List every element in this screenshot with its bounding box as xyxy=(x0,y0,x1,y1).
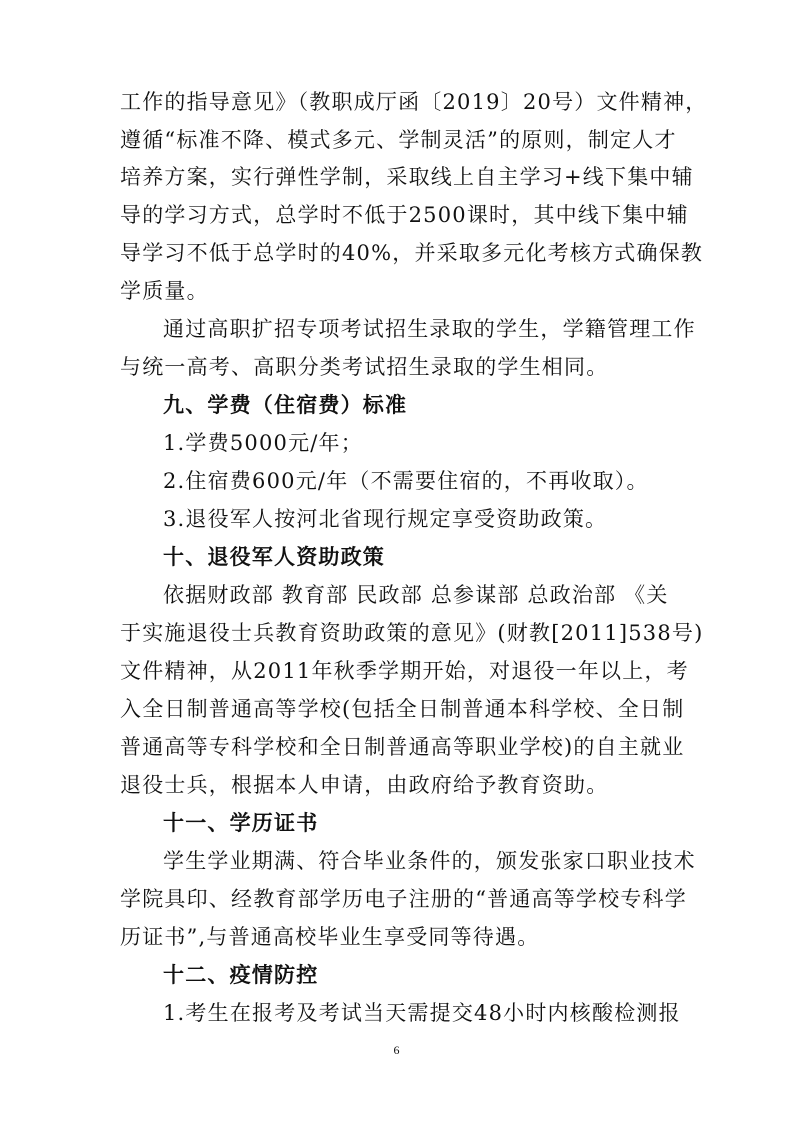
paragraph-line: 于实施退役士兵教育资助政策的意见》(财教[2011]538号) xyxy=(120,621,704,645)
paragraph-line: 依据财政部 教育部 民政部 总参谋部 总政治部 《关 xyxy=(163,583,669,607)
paragraph-line: 文件精神，从2011年秋季学期开始，对退役一年以上，考 xyxy=(120,659,689,683)
paragraph-line: 工作的指导意见》（教职成厅函〔2019〕20号）文件精神， xyxy=(120,90,708,114)
list-item: 2.住宿费600元/年（不需要住宿的，不再收取）。 xyxy=(163,469,649,493)
section-heading: 十一、学历证书 xyxy=(163,811,319,835)
paragraph-line: 1.考生在报考及考试当天需提交48小时内核酸检测报 xyxy=(163,1001,681,1025)
paragraph-line: 导的学习方式，总学时不低于2500课时，其中线下集中辅 xyxy=(120,203,689,227)
paragraph-line: 历证书”,与普通高校毕业生享受同等待遇。 xyxy=(120,925,540,949)
paragraph-line: 通过高职扩招专项考试招生录取的学生，学籍管理工作 xyxy=(163,317,696,341)
paragraph-line: 普通高等专科学校和全日制普通高等职业学校)的自主就业 xyxy=(120,735,685,759)
paragraph-line: 与统一高考、高职分类考试招生录取的学生相同。 xyxy=(120,355,609,379)
paragraph-line: 遵循“标准不降、模式多元、学制灵活”的原则，制定人才 xyxy=(120,128,677,152)
paragraph-line: 入全日制普通高等学校(包括全日制普通本科学校、全日制 xyxy=(120,697,685,721)
paragraph-line: 学质量。 xyxy=(120,279,209,303)
section-heading: 九、学费（住宿费）标准 xyxy=(163,393,408,417)
paragraph-line: 学生学业期满、符合毕业条件的，颁发张家口职业技术 xyxy=(163,849,696,873)
paragraph-line: 培养方案，实行弹性学制，采取线上自主学习+线下集中辅 xyxy=(120,165,694,189)
list-item: 1.学费5000元/年； xyxy=(163,431,363,455)
section-heading: 十、退役军人资助政策 xyxy=(163,545,385,569)
page-number: 6 xyxy=(393,1043,400,1057)
paragraph-line: 学院具印、经教育部学历电子注册的“普通高等学校专科学 xyxy=(120,887,687,911)
paragraph-line: 退役士兵，根据本人申请，由政府给予教育资助。 xyxy=(120,773,609,797)
list-item: 3.退役军人按河北省现行规定享受资助政策。 xyxy=(163,507,608,531)
paragraph-line: 导学习不低于总学时的40%，并采取多元化考核方式确保教 xyxy=(120,241,704,265)
section-heading: 十二、疫情防控 xyxy=(163,963,319,987)
